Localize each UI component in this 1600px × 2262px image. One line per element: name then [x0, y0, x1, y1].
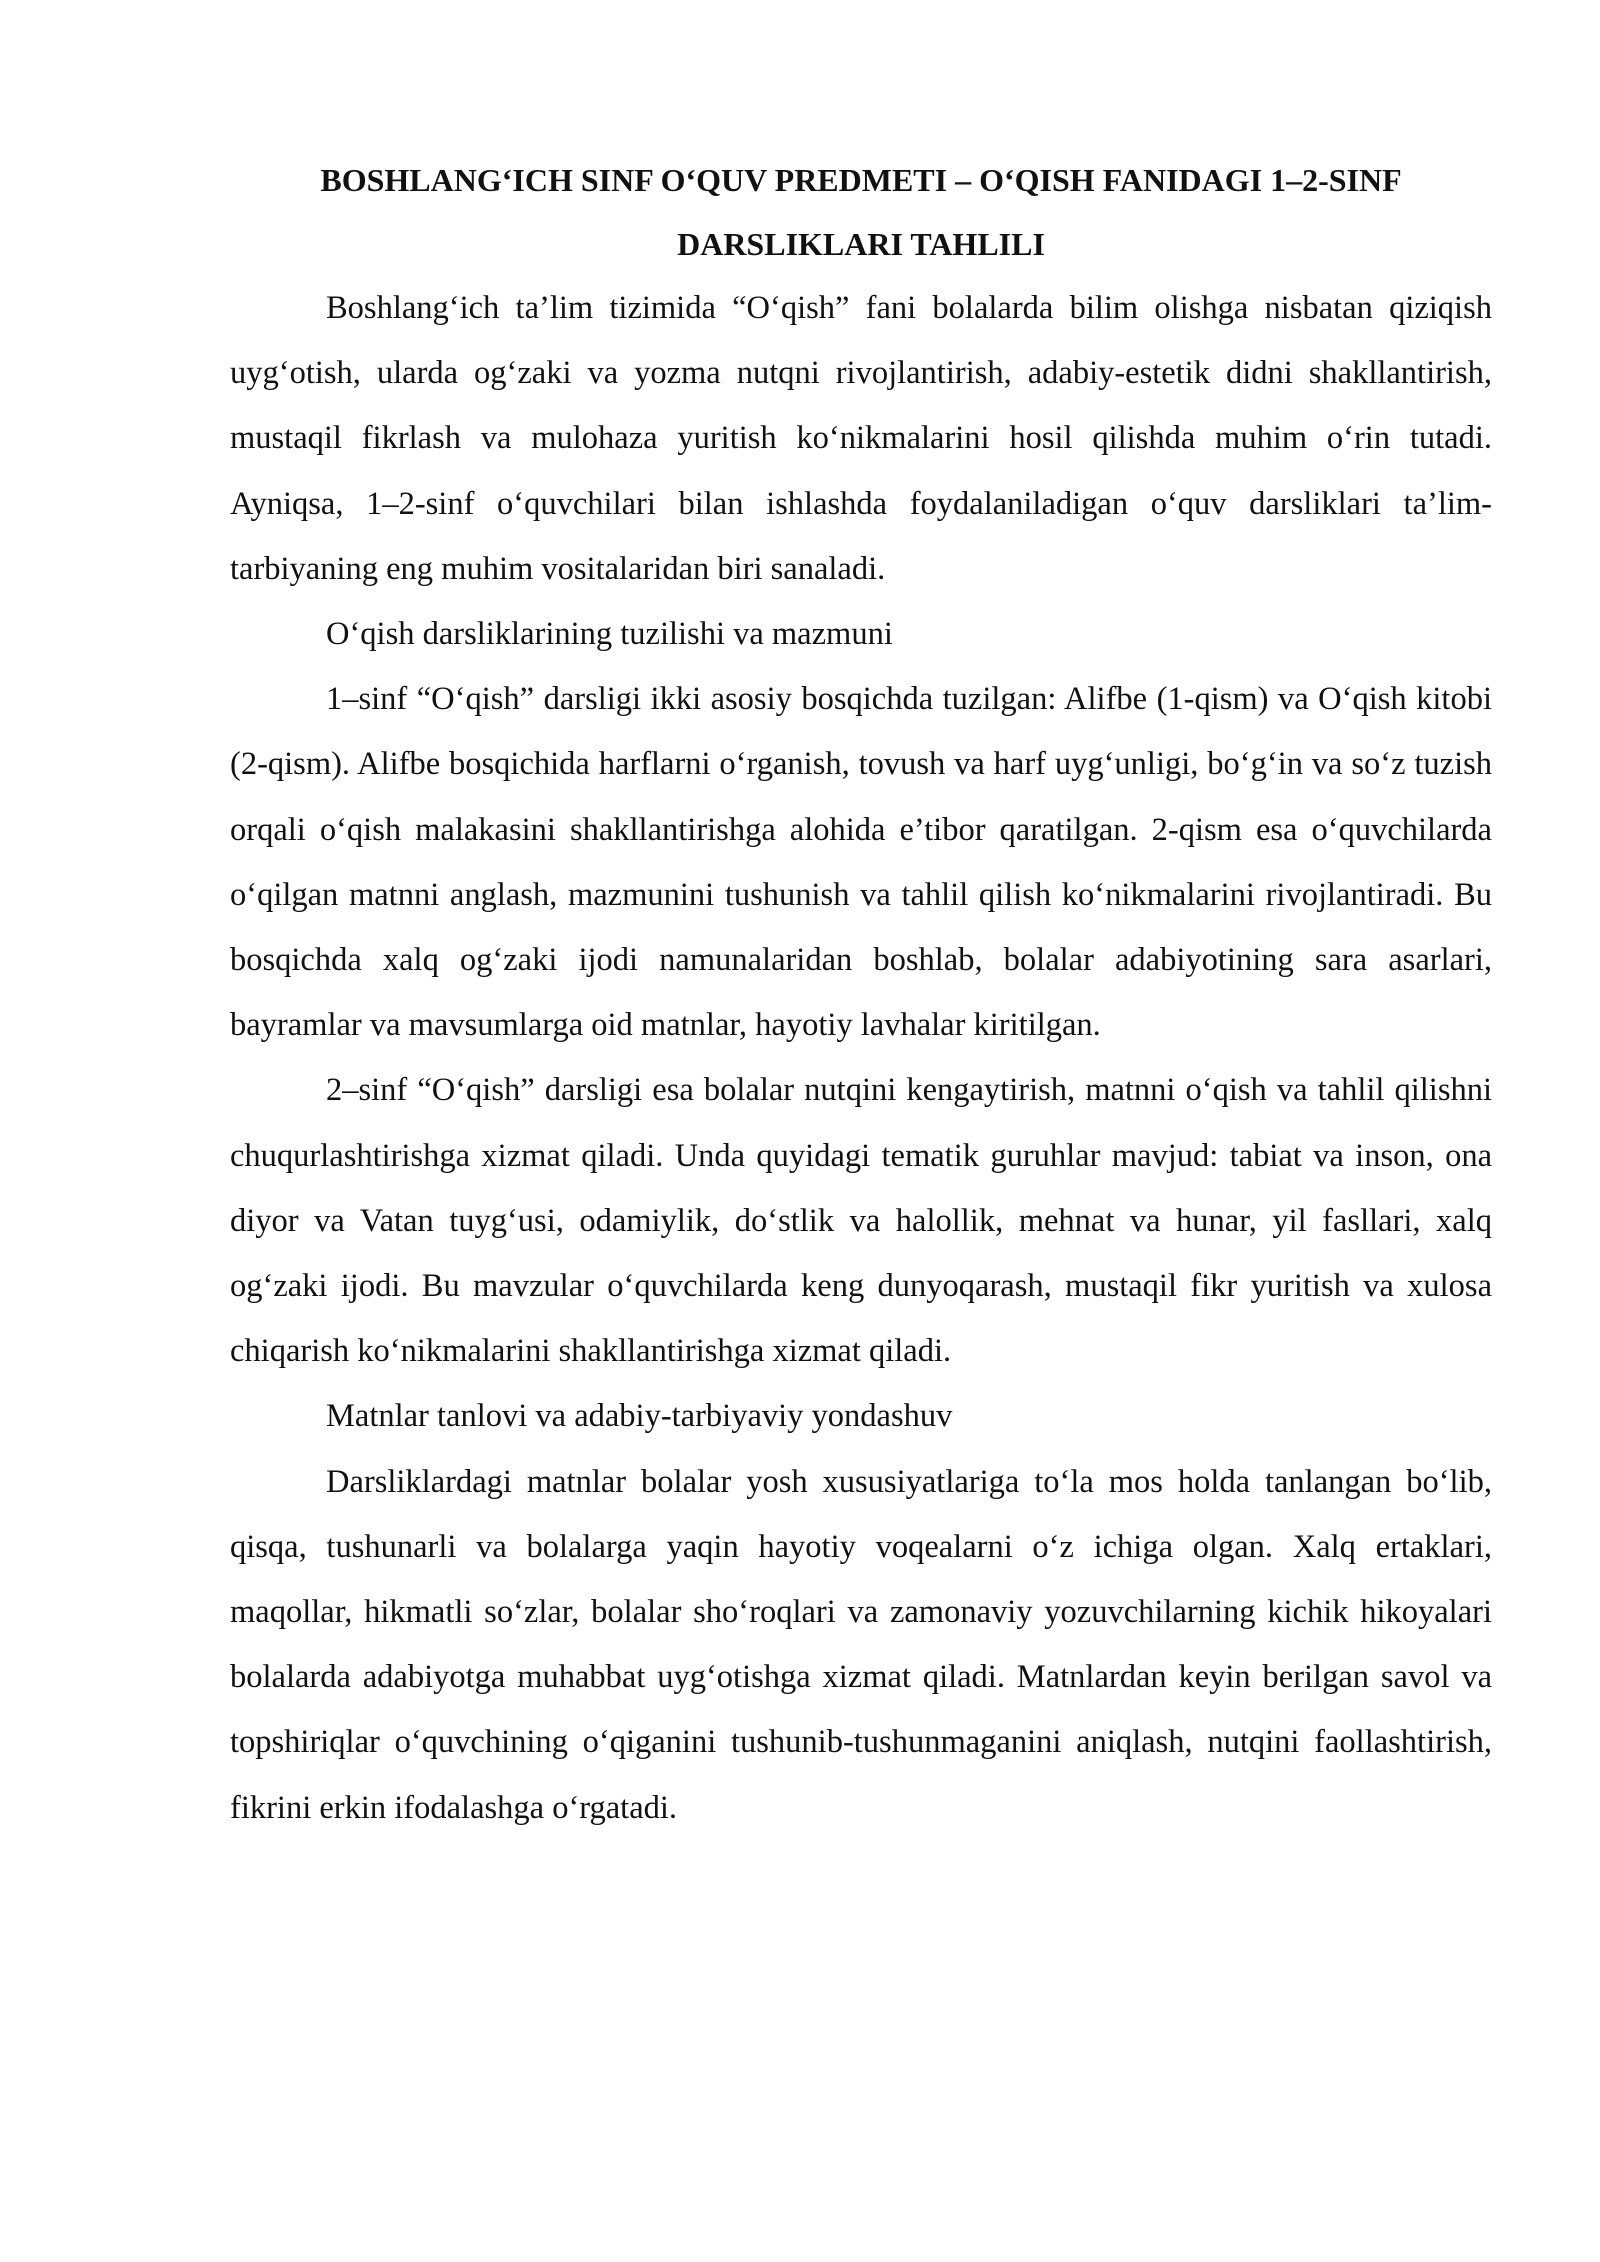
- section-heading-text-selection: Matnlar tanlovi va adabiy-tarbiyaviy yondashuv: [326, 1398, 953, 1435]
- document-page: [230, 148, 1492, 1841]
- paragraph-grade2: 2–sinf “O‘qish” darsligi esa bolalar nutqini kengaytirish, matnni o‘qish va tahlil qilishni chuqurlashtirishga xizmat qiladi. Unda quyidagi tematik guruhlar mavjud: tabiat va inson, ona diyor va Vatan tuyg‘usi, odamiylik, do‘stlik va halollik, mehnat va hunar, yil fasllari, xalq og‘zaki ijodi. Bu mavzular o‘quvchilarda keng dunyoqarash, mustaqil fikr yuritish va xulosa chiqarish ko‘nikmalarini shakllantirishga xizmat qiladi.: [230, 1072, 1492, 1370]
- paragraph-grade1: 1–sinf “O‘qish” darsligi ikki asosiy bosqichda tuzilgan: Alifbe (1-qism) va O‘qish kitobi (2-qism). Alifbe bosqichida harflarni o‘rganish, tovush va harf uyg‘unligi, bo‘g‘in va so‘z tuzish orqali o‘qish malakasini shakllantirishga alohida e’tibor qaratilgan. 2-qism esa o‘quvchilarda o‘qilgan matnni anglash, mazmunini tushunish va tahlil qilish ko‘nikmalarini rivojlantiradi. Bu bosqichda xalq og‘zaki ijodi namunalaridan boshlab, bolalar adabiyotining sara asarlari, bayramlar va mavsumlarga oid matnlar, hayotiy lavhalar kiritilgan.: [230, 681, 1492, 1044]
- paragraph-text-selection: Darsliklardagi matnlar bolalar yosh xususiyatlariga to‘la mos holda tanlangan bo‘lib, qisqa, tushunarli va bolalarga yaqin hayotiy voqealarni o‘z ichiga olgan. Xalq ertaklari, maqollar, hikmatli so‘zlar, bolalar sho‘roqlari va zamonaviy yozuvchilarning kichik hikoyalari bolalarda adabiyotga muhabbat uyg‘otishga xizmat qiladi. Matnlardan keyin berilgan savol va topshiriqlar o‘quvchining o‘qiganini tushunib-tushunmaganini aniqlash, nutqini faollashtirish, fikrini erkin ifodalashga o‘rgatadi.: [230, 1463, 1492, 1826]
- document-title: BOSHLANG‘ICH SINF O‘QUV PREDMETI – O‘QISH FANIDAGI 1–2-SINF DARSLIKLARI TAHLILI: [320, 162, 1402, 262]
- section-heading-structure: O‘qish darsliklarining tuzilishi va mazmuni: [326, 616, 893, 653]
- intro-paragraph: Boshlang‘ich ta’lim tizimida “O‘qish” fani bolalarda bilim olishga nisbatan qiziqish uyg‘otish, ularda og‘zaki va yozma nutqni rivojlantirish, adabiy-estetik didni shakllantirish, mustaqil fikrlash va mulohaza yuritish ko‘nikmalarini hosil qilishda muhim o‘rin tutadi. Ayniqsa, 1–2-sinf o‘quvchilari bilan ishlashda foydalaniladigan o‘quv darsliklari ta’lim-tarbiyaning eng muhim vositalaridan biri sanaladi.: [230, 290, 1492, 587]
